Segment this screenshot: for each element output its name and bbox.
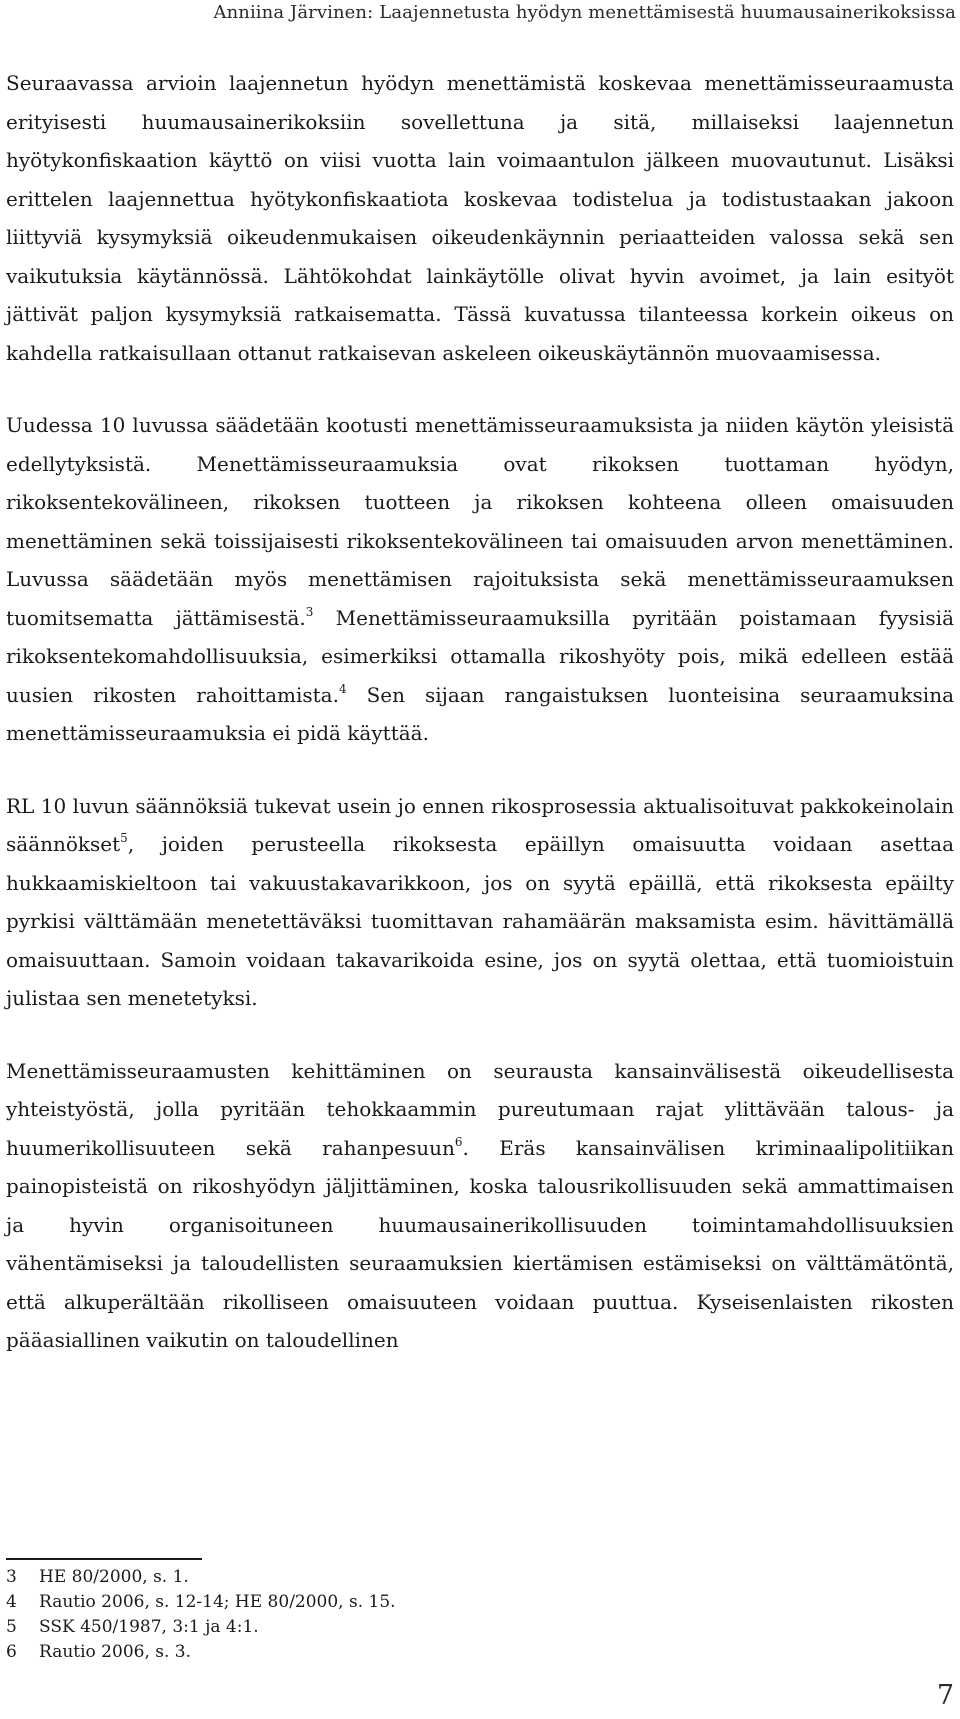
footnotes <box>6 1565 606 1665</box>
footnote-6 <box>6 1640 606 1665</box>
footnote-number: 4 <box>6 1592 17 1612</box>
footnote-number: 6 <box>6 1642 17 1662</box>
footnote-ref-6[interactable]: 6 <box>454 1134 463 1149</box>
footnote-ref-5[interactable]: 5 <box>120 831 128 846</box>
paragraph-1: Seuraavassa arvioin laajennetun hyödyn menettämistä koskevaa menettämisseuraamusta erityisesti huumausainerikoksiin sovellettuna ja sitä, millaiseksi laajennetun hyötykonfiskaation käyttö on viisi vuotta lain voimaantulon jälkeen muovautunut. Lisäksi erittelen laajennettua hyötykonfiskaatiota koskevaa todistelua ja todistustaakan jakoon liittyviä kysymyksiä oikeudenmukaisen oikeudenkäynnin periaatteiden valossa sekä sen vaikutuksia käytännössä. Lähtökohdat lainkäytölle olivat hyvin avoimet, ja lain esityöt jättivät paljon kysymyksiä ratkaisematta. Tässä kuvatussa tilanteessa korkein oikeus on kahdella ratkaisullaan ottanut ratkaisevan askeleen oikeuskäytännön muovaamisessa. <box>6 71 954 365</box>
running-head <box>213 2 956 23</box>
footnote-number: 5 <box>6 1617 17 1637</box>
running-head-author: Anniina Järvinen: <box>213 2 374 23</box>
footnote-3 <box>6 1565 606 1590</box>
paragraph-2 <box>6 406 954 753</box>
body-text <box>6 64 954 1394</box>
paragraph-2-part-3: Sen sijaan rangaistuksen luonteisina seuraamuksina menettämisseuraamuksia ei pidä käyttää. <box>6 682 954 745</box>
footnote-number: 3 <box>6 1567 17 1587</box>
footnote-text: HE 80/2000, s. 1. <box>39 1567 189 1587</box>
paragraph-4-part-1: Menettämisseuraamusten kehittäminen on seurausta kansainvälisestä oikeudellisesta yhteistyöstä, jolla pyritään tehokkaammin pureutumaan rajat ylittävään talous- ja huumerikollisuuteen sekä rahanpesuun <box>6 1058 954 1160</box>
footnote-ref-3[interactable]: 3 <box>305 604 314 619</box>
footnote-text: SSK 450/1987, 3:1 ja 4:1. <box>39 1617 259 1637</box>
footnote-separator <box>6 1558 202 1560</box>
running-head-title: Laajennetusta hyödyn menettämisestä huumausainerikoksissa <box>379 2 956 23</box>
paragraph-3-part-1: RL 10 luvun säännöksiä tukevat usein jo ennen rikosprosessia aktualisoituvat pakkokeinolain säännökset <box>6 793 954 856</box>
paragraph-3-part-2: , joiden perusteella rikoksesta epäillyn omaisuutta voidaan asettaa hukkaamiskieltoon tai vakuustakavarikkoon, jos on syytä epäillä, että rikoksesta epäilty pyrkisi välttämään menetettäväksi tuomittavan rahamäärän maksamista esim. hävittämällä omaisuuttaan. Samoin voidaan takavarikoida esine, jos on syytä olettaa, että tuomioistuin julistaa sen menetetyksi. <box>6 832 954 1010</box>
footnote-text: Rautio 2006, s. 3. <box>39 1642 192 1662</box>
footnote-text: Rautio 2006, s. 12-14; HE 80/2000, s. 15. <box>39 1592 396 1612</box>
page-number: 7 <box>936 1680 954 1711</box>
footnote-4 <box>6 1590 606 1615</box>
paragraph-3 <box>6 787 954 1018</box>
paragraph-2-part-1: Uudessa 10 luvussa säädetään kootusti menettämisseuraamuksista ja niiden käytön yleisistä edellytyksistä. Menettämisseuraamuksia ovat rikoksen tuottaman hyödyn, rikoksentekovälineen, rikoksen tuotteen ja rikoksen kohteena olleen omaisuuden menettäminen sekä toissijaisesti rikoksentekovälineen tai omaisuuden arvon menettäminen. Luvussa säädetään myös menettämisen rajoituksista sekä menettämisseuraamuksen tuomitsematta jättämisestä. <box>6 413 954 630</box>
paragraph-2-part-2: Menettämisseuraamuksilla pyritään poistamaan fyysisiä rikoksentekomahdollisuuksia, esimerkiksi ottamalla rikoshyöty pois, mikä edelleen estää uusien rikosten rahoittamista. <box>6 605 954 707</box>
paragraph-4 <box>6 1052 954 1360</box>
paragraph-4-part-2: . Eräs kansainvälisen kriminaalipolitiikan painopisteistä on rikoshyödyn jäljittäminen, koska talousrikollisuuden sekä ammattimaisen ja hyvin organisoituneen huumausainerikollisuuden toimintamahdollisuuksien vähentämiseksi ja taloudellisten seuraamuksien kiertämisen estämiseksi on välttämätöntä, että alkuperältään rikolliseen omaisuuteen voidaan puuttua. Kyseisenlaisten rikosten pääasiallinen vaikutin on taloudellinen <box>6 1135 955 1352</box>
footnote-5 <box>6 1615 606 1640</box>
footnote-ref-4[interactable]: 4 <box>338 681 347 696</box>
